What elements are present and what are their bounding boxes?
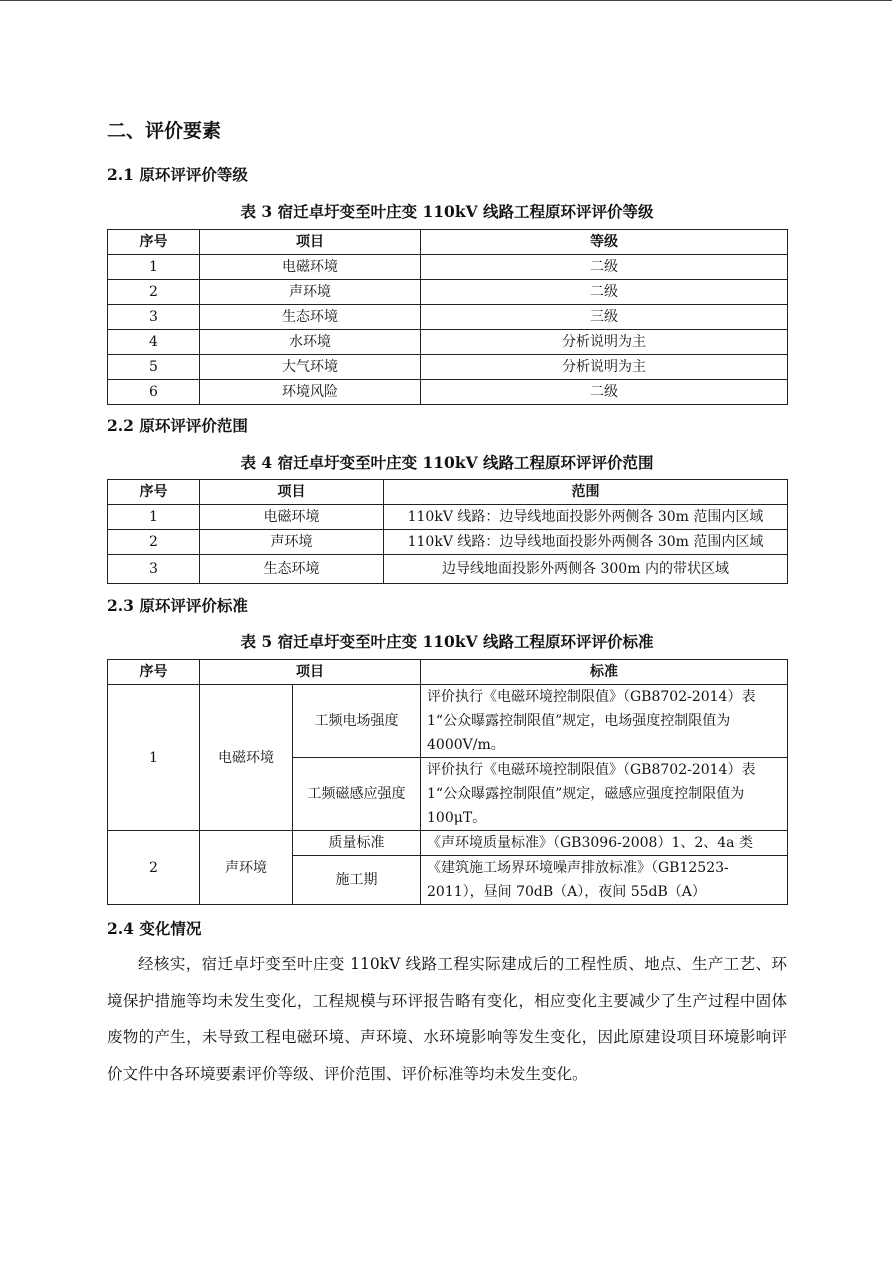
cell-no: 3 xyxy=(108,305,200,330)
table-row xyxy=(108,505,788,530)
header-grade: 等级 xyxy=(421,230,788,255)
header-item: 项目 xyxy=(200,660,421,685)
heading-2-2: 2.2 原环评评价范围 xyxy=(107,416,248,435)
table-5-standard xyxy=(107,659,788,905)
cell-item: 电磁环境 xyxy=(200,255,421,280)
heading-2-3: 2.3 原环评评价标准 xyxy=(107,596,248,615)
table-3-grade xyxy=(107,229,788,405)
table-row xyxy=(108,380,788,405)
table-row xyxy=(108,355,788,380)
cell-subitem: 质量标准 xyxy=(293,831,421,856)
table-header-row xyxy=(108,660,788,685)
cell-no: 1 xyxy=(108,505,200,530)
change-paragraph: 经核实，宿迁卓圩变至叶庄变 110kV 线路工程实际建成后的工程性质、地点、生产工艺、环境保护措施等均未发生变化，工程规模与环评报告略有变化，相应变化主要减少了生产过程中固体废物的产生，未导致工程电磁环境、声环境、水环境影响等发生变化，因此原建设项目环境影响评价文件中各环境要素评价等级、评价范围、评价标准等均未发生变化。 xyxy=(107,955,787,1083)
cell-no: 3 xyxy=(108,555,200,584)
cell-scope: 110kV 线路：边导线地面投影外两侧各 30m 范围内区域 xyxy=(384,530,788,555)
table-row xyxy=(108,305,788,330)
cell-item: 电磁环境 xyxy=(200,685,293,831)
header-standard: 标准 xyxy=(421,660,788,685)
heading-2-4: 2.4 变化情况 xyxy=(107,919,202,938)
header-no: 序号 xyxy=(108,660,200,685)
section-title: 二、评价要素 xyxy=(107,120,222,142)
header-item: 项目 xyxy=(200,480,384,505)
table-row xyxy=(108,530,788,555)
cell-grade: 二级 xyxy=(421,380,788,405)
cell-standard: 《建筑施工场界环境噪声排放标准》（GB12523-2011），昼间 70dB（A），夜间 55dB（A） xyxy=(421,856,788,905)
table-row xyxy=(108,685,788,758)
cell-item: 大气环境 xyxy=(200,355,421,380)
table-row xyxy=(108,255,788,280)
cell-grade: 二级 xyxy=(421,280,788,305)
cell-grade: 分析说明为主 xyxy=(421,355,788,380)
table-header-row xyxy=(108,230,788,255)
table-header-row xyxy=(108,480,788,505)
cell-no: 4 xyxy=(108,330,200,355)
cell-no: 1 xyxy=(108,255,200,280)
table-row xyxy=(108,280,788,305)
table-4-scope xyxy=(107,479,788,584)
cell-scope: 110kV 线路：边导线地面投影外两侧各 30m 范围内区域 xyxy=(384,505,788,530)
cell-item: 环境风险 xyxy=(200,380,421,405)
table-3-caption: 表 3 宿迁卓圩变至叶庄变 110kV 线路工程原环评评价等级 xyxy=(240,202,654,221)
cell-no: 2 xyxy=(108,280,200,305)
table-4-caption: 表 4 宿迁卓圩变至叶庄变 110kV 线路工程原环评评价范围 xyxy=(240,453,654,472)
cell-item: 电磁环境 xyxy=(200,505,384,530)
cell-subitem: 工频电场强度 xyxy=(293,685,421,758)
header-no: 序号 xyxy=(108,480,200,505)
cell-item: 声环境 xyxy=(200,530,384,555)
header-scope: 范围 xyxy=(384,480,788,505)
cell-standard: 评价执行《电磁环境控制限值》（GB8702-2014）表1“公众曝露控制限值”规定，电场强度控制限值为4000V/m。 xyxy=(421,685,788,758)
cell-subitem: 工频磁感应强度 xyxy=(293,758,421,831)
table-row xyxy=(108,330,788,355)
cell-no: 2 xyxy=(108,831,200,905)
cell-grade: 三级 xyxy=(421,305,788,330)
page-top-border xyxy=(0,0,892,1)
cell-item: 生态环境 xyxy=(200,555,384,584)
table-row xyxy=(108,555,788,584)
cell-no: 5 xyxy=(108,355,200,380)
cell-no: 6 xyxy=(108,380,200,405)
cell-no: 2 xyxy=(108,530,200,555)
table-5-caption: 表 5 宿迁卓圩变至叶庄变 110kV 线路工程原环评评价标准 xyxy=(240,632,654,651)
cell-standard: 评价执行《电磁环境控制限值》（GB8702-2014）表1“公众曝露控制限值”规定，磁感应强度控制限值为 100μT。 xyxy=(421,758,788,831)
cell-item: 生态环境 xyxy=(200,305,421,330)
cell-grade: 二级 xyxy=(421,255,788,280)
cell-subitem: 施工期 xyxy=(293,856,421,905)
header-item: 项目 xyxy=(200,230,421,255)
heading-2-1: 2.1 原环评评价等级 xyxy=(107,165,248,184)
cell-item: 水环境 xyxy=(200,330,421,355)
cell-no: 1 xyxy=(108,685,200,831)
cell-item: 声环境 xyxy=(200,280,421,305)
header-no: 序号 xyxy=(108,230,200,255)
cell-grade: 分析说明为主 xyxy=(421,330,788,355)
table-row xyxy=(108,831,788,856)
cell-scope: 边导线地面投影外两侧各 300m 内的带状区域 xyxy=(384,555,788,584)
cell-item: 声环境 xyxy=(200,831,293,905)
cell-standard: 《声环境质量标准》（GB3096-2008）1、2、4a 类 xyxy=(421,831,788,856)
